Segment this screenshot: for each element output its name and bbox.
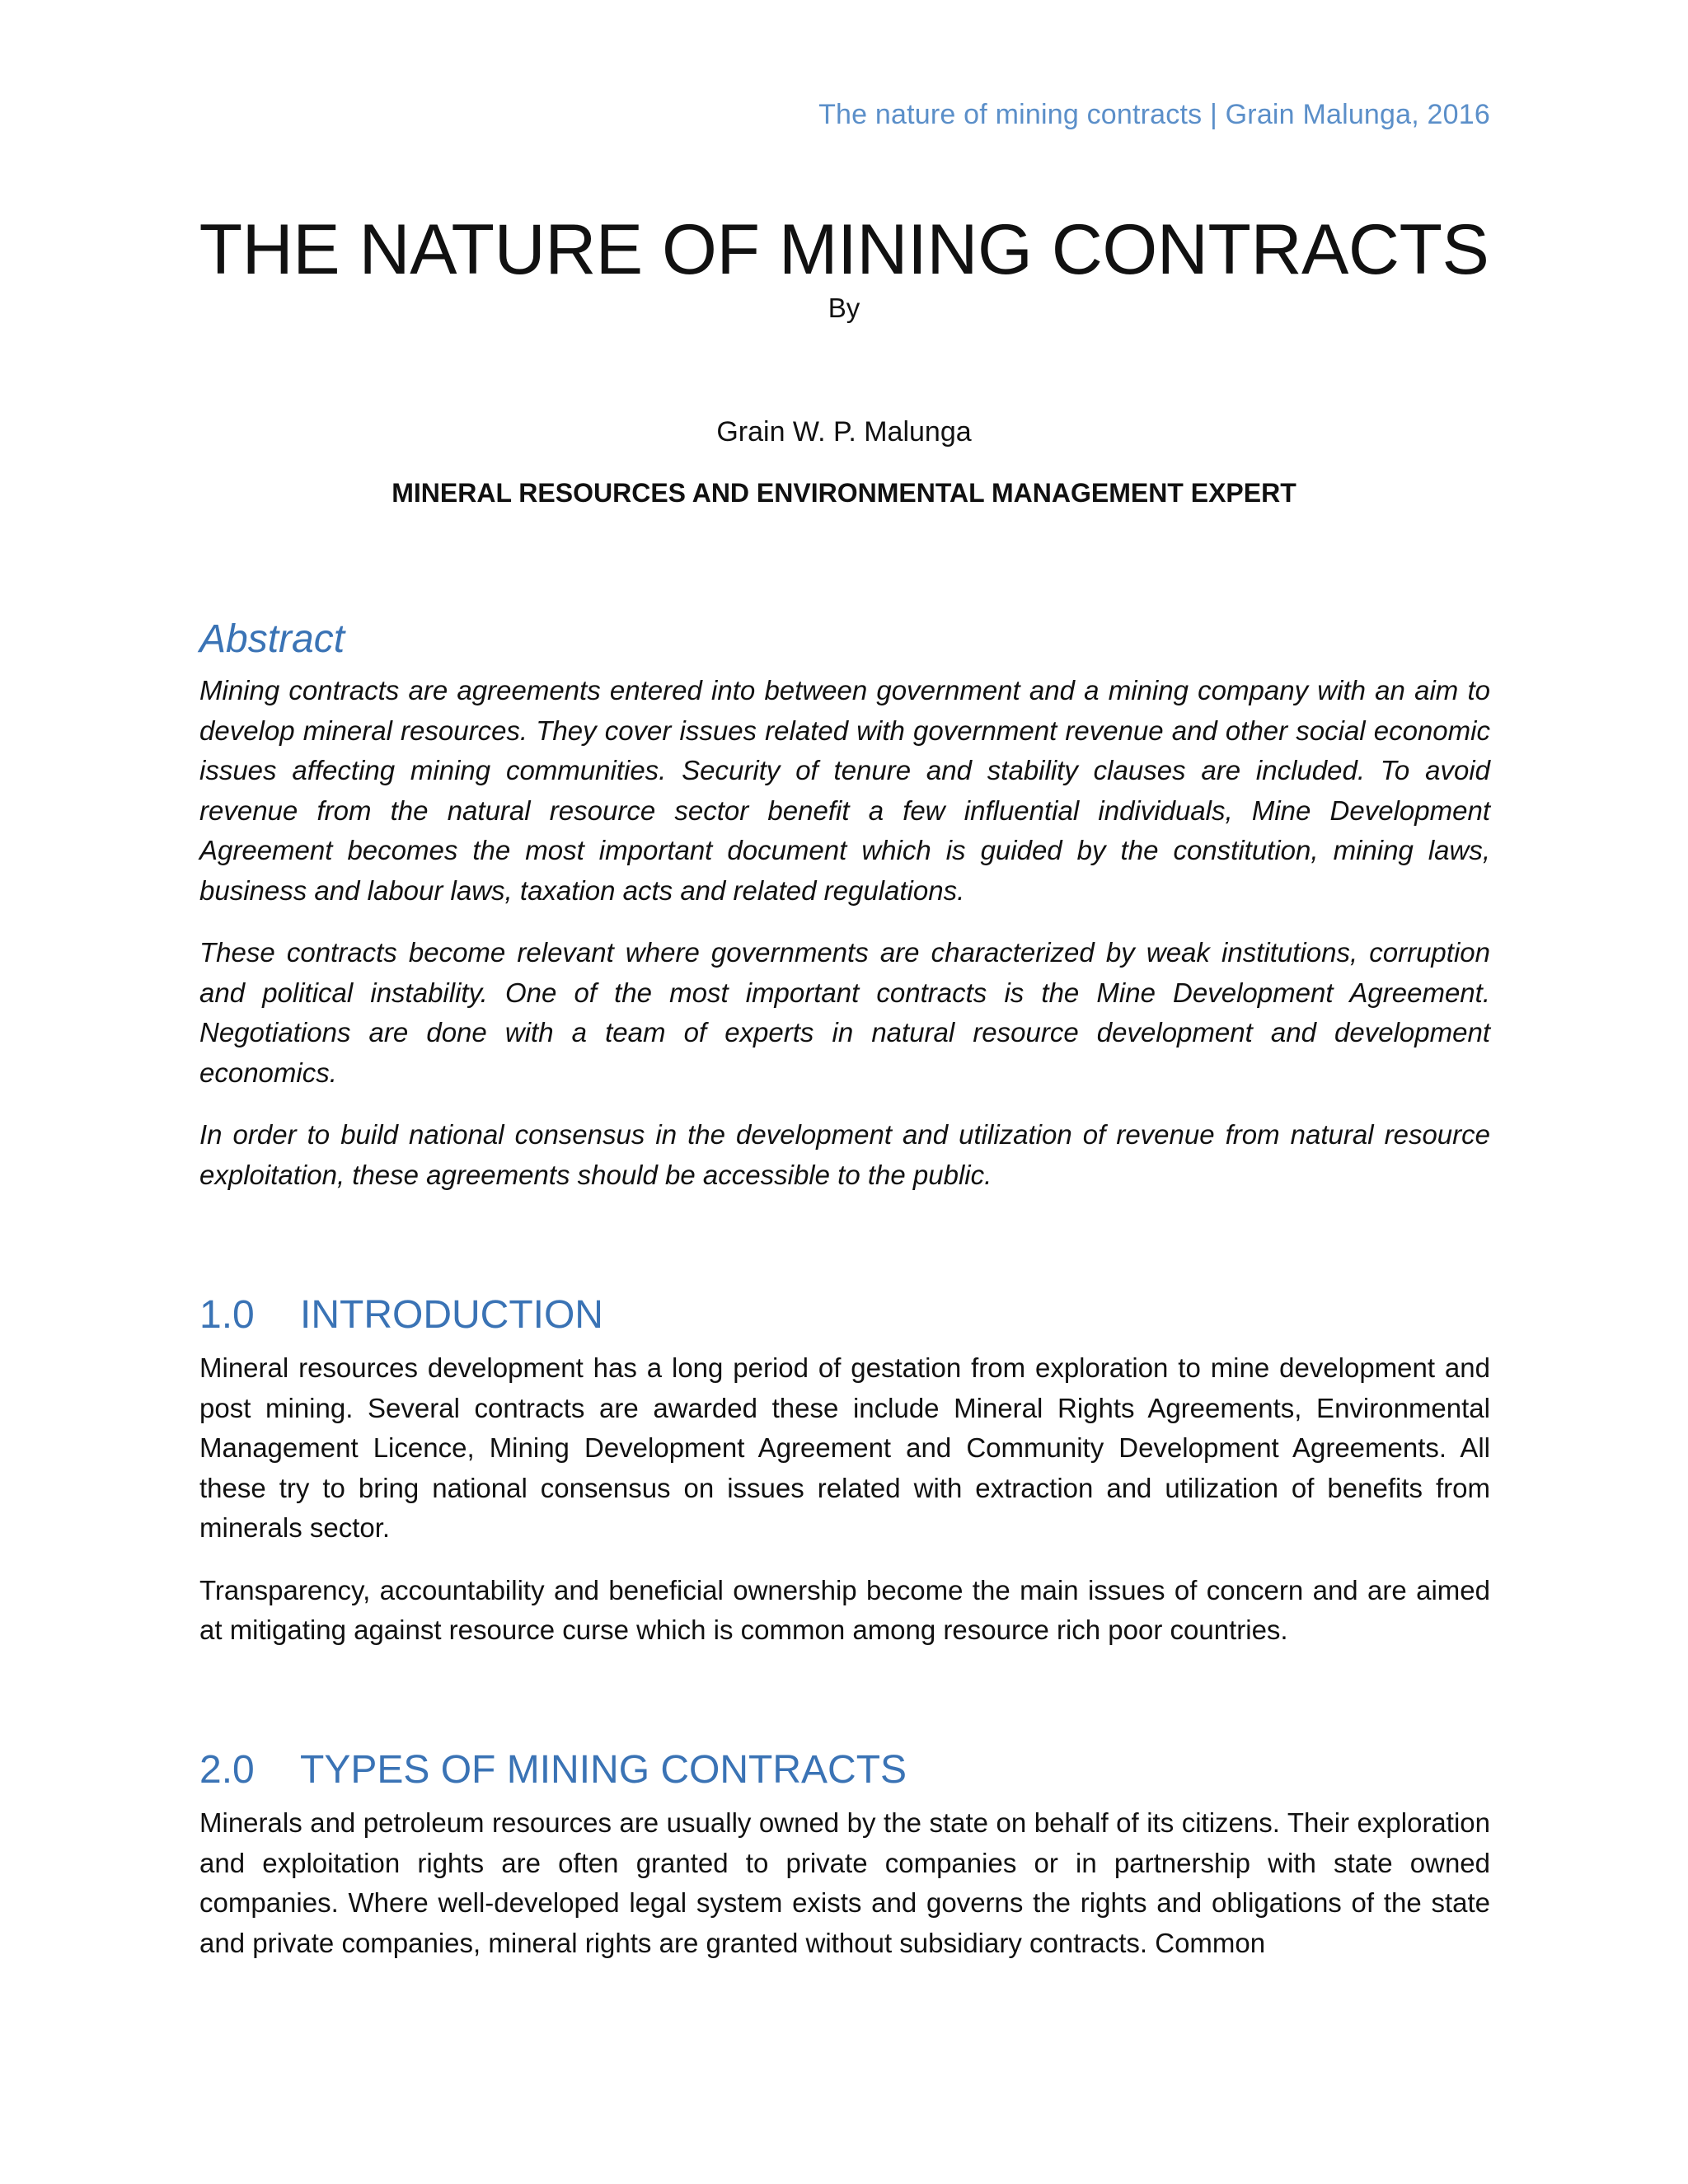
body-paragraph: Minerals and petroleum resources are usually owned by the state on behalf of its citizens. Their exploration and exploitation rights are often granted to private companies or in partnership with state owned companies. Where well-developed legal system exists and governs the rights and obligations of the state and private companies, mineral rights are granted without subsidiary contracts. Common bbox=[199, 1807, 1490, 1958]
abstract-paragraph: Mining contracts are agreements entered into between government and a mining company with an aim to develop mineral resources. They cover issues related with government revenue and other social economic issues affecting mining communities. Security of tenure and stability clauses are included. To avoid revenue from the natural resource sector benefit a few influential individuals, Mine Development Agreement becomes the most important document which is guided by the constitution, mining laws, business and labour laws, taxation acts and related regulations. bbox=[199, 675, 1490, 906]
section-heading-types-of-mining-contracts bbox=[199, 1747, 907, 1793]
types-of-mining-contracts-body bbox=[199, 1803, 1490, 1963]
body-paragraph: Transparency, accountability and beneficial ownership become the main issues of concern and are aimed at mitigating against resource curse which is common among resource rich poor countries. bbox=[199, 1574, 1490, 1645]
abstract-paragraph: These contracts become relevant where governments are characterized by weak institutions, corruption and political instability. One of the most important contracts is the Mine Development Agreement. Negotiations are done with a team of experts in natural resource development and development economics. bbox=[199, 937, 1490, 1088]
section-number: 2.0 bbox=[199, 1748, 255, 1792]
body-paragraph: Mineral resources development has a long period of gestation from exploration to mine development and post mining. Several contracts are awarded these include Mineral Rights Agreements, Environmental Management Licence, Mining Development Agreement and Community Development Agreements. All these try to bring national consensus on issues related with extraction and utilization of benefits from minerals sector. bbox=[199, 1352, 1490, 1543]
abstract-paragraph: In order to build national consensus in the development and utilization of revenue from natural resource exploitation, these agreements should be accessible to the public. bbox=[199, 1119, 1490, 1190]
author-name: Grain W. P. Malunga bbox=[716, 416, 972, 448]
running-header: The nature of mining contracts | Grain Malunga, 2016 bbox=[818, 99, 1490, 130]
document-title: THE NATURE OF MINING CONTRACTS bbox=[199, 210, 1489, 289]
section-title: INTRODUCTION bbox=[300, 1293, 603, 1337]
author-affiliation: MINERAL RESOURCES AND ENVIRONMENTAL MANAGEMENT EXPERT bbox=[392, 478, 1296, 508]
section-number: 1.0 bbox=[199, 1293, 255, 1337]
abstract-body bbox=[199, 671, 1490, 1195]
abstract-heading: Abstract bbox=[199, 617, 345, 661]
by-line: By bbox=[828, 293, 860, 323]
section-heading-introduction bbox=[199, 1292, 603, 1338]
introduction-body bbox=[199, 1348, 1490, 1651]
section-title: TYPES OF MINING CONTRACTS bbox=[300, 1748, 907, 1792]
